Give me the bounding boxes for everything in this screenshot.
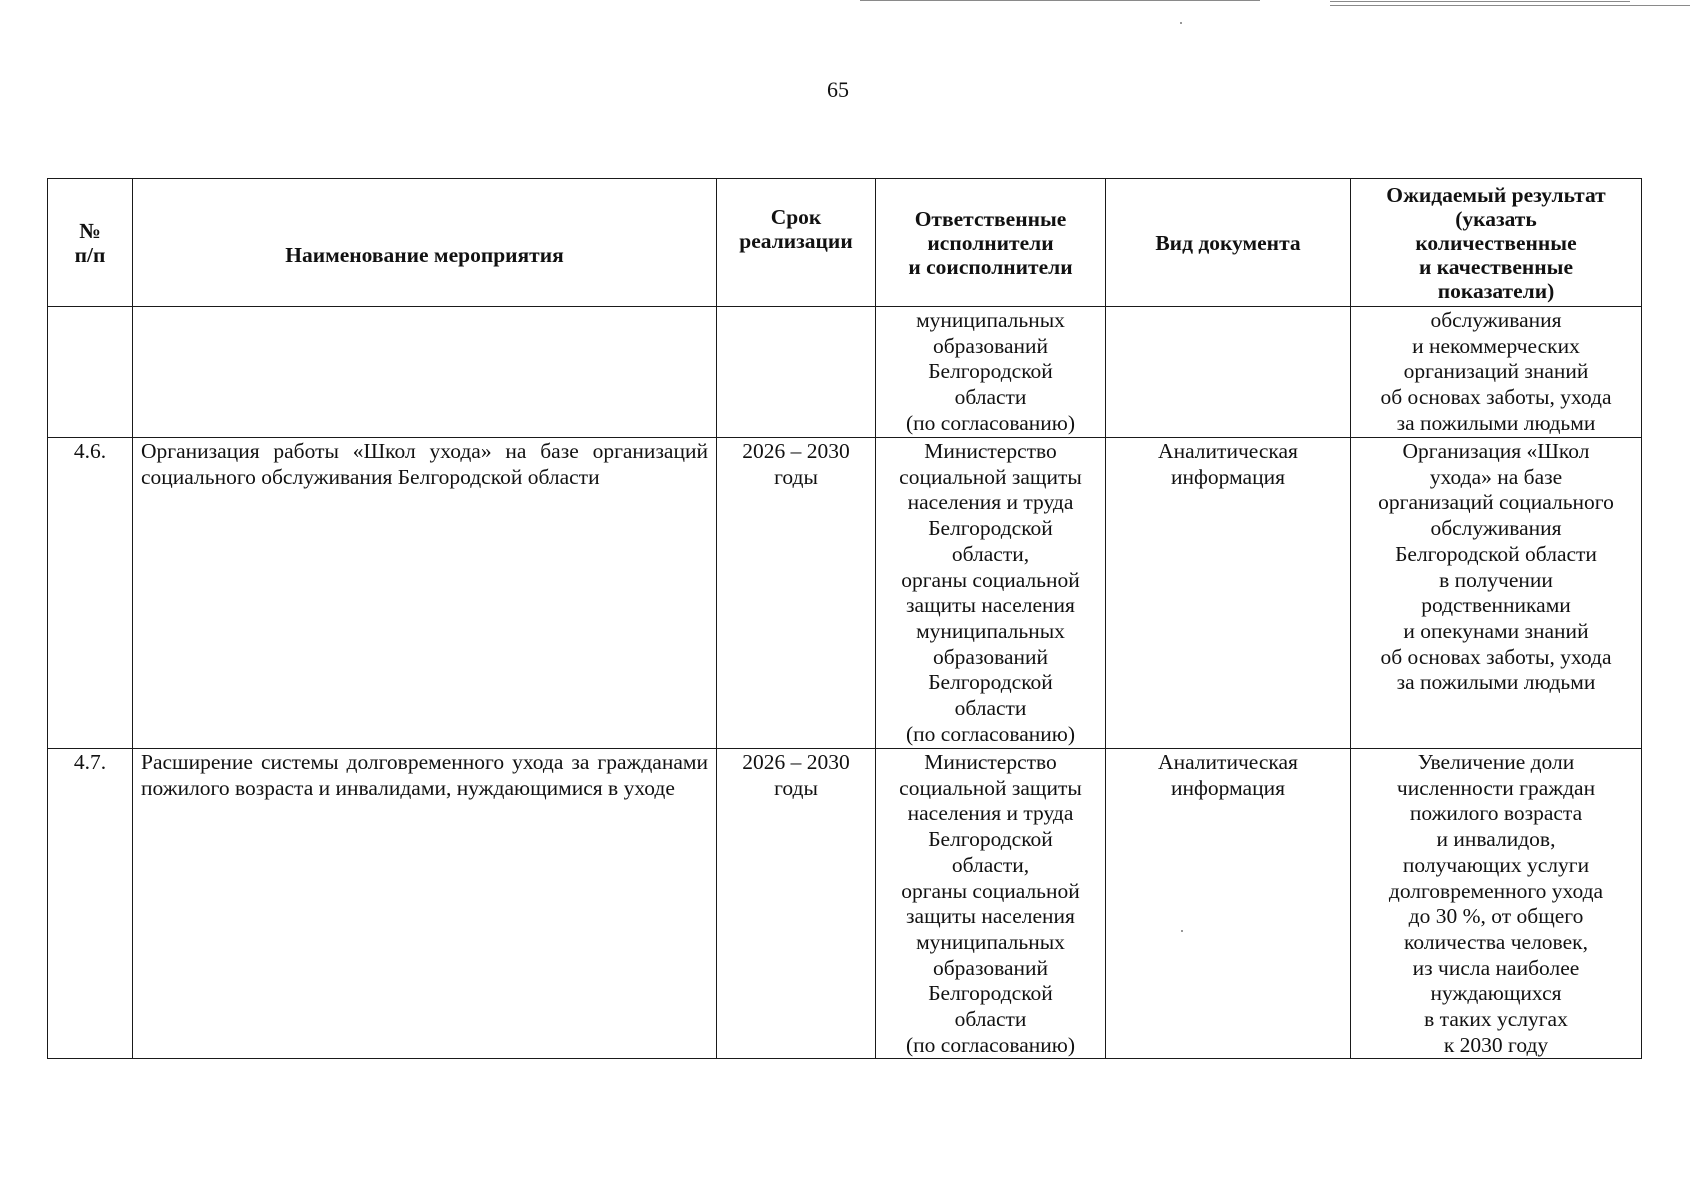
- cell-term: 2026 – 2030 годы: [717, 749, 876, 1059]
- cell-activity-name: [133, 307, 717, 438]
- cell-executors: Министерство социальной защиты населения и труда Белгородской области, органы социальной защиты населения муниципальных образований Белгородской области (по согласованию): [876, 438, 1106, 749]
- activities-table: [47, 178, 1642, 1059]
- header-expected-result: Ожидаемый результат (указать количественные и качественные показатели): [1351, 179, 1642, 307]
- cell-document-type: Аналитическая информация: [1106, 749, 1351, 1059]
- scan-artifact-line: [1330, 1, 1630, 2]
- table-row: [48, 438, 1642, 749]
- table-header-row: [48, 179, 1642, 307]
- cell-executors: муниципальных образований Белгородской области (по согласованию): [876, 307, 1106, 438]
- header-document-type: Вид документа: [1106, 179, 1351, 307]
- scan-artifact-line: [860, 0, 1260, 1]
- header-term: Срок реализации: [717, 179, 876, 307]
- header-number: № п/п: [48, 179, 133, 307]
- table-row: [48, 307, 1642, 438]
- header-executors: Ответственные исполнители и соисполнители: [876, 179, 1106, 307]
- cell-executors: Министерство социальной защиты населения и труда Белгородской области, органы социальной защиты населения муниципальных образований Белгородской области (по согласованию): [876, 749, 1106, 1059]
- scan-artifact-line: [1330, 5, 1690, 6]
- page-number: 65: [827, 77, 849, 102]
- cell-number: 4.7.: [48, 749, 133, 1059]
- table-row: [48, 749, 1642, 1059]
- cell-term: [717, 307, 876, 438]
- cell-expected-result: Увеличение доли численности граждан пожилого возраста и инвалидов, получающих услуги долговременного ухода до 30 %, от общего количества человек, из числа наиболее нуждающихся в таких услугах к 2030 году: [1351, 749, 1642, 1059]
- cell-number: 4.6.: [48, 438, 133, 749]
- cell-expected-result: обслуживания и некоммерческих организаций знаний об основах заботы, ухода за пожилыми людьми: [1351, 307, 1642, 438]
- cell-activity-name: Расширение системы долговременного ухода за гражданами пожилого возраста и инвалидами, нуждающимися в уходе: [133, 749, 717, 1059]
- cell-number: [48, 307, 133, 438]
- cell-document-type: [1106, 307, 1351, 438]
- header-activity-name: Наименование мероприятия: [133, 179, 717, 307]
- scan-speck: [1180, 22, 1182, 24]
- cell-term: 2026 – 2030 годы: [717, 438, 876, 749]
- cell-activity-name: Организация работы «Школ ухода» на базе организаций социального обслуживания Белгородской области: [133, 438, 717, 749]
- cell-expected-result: Организация «Школ ухода» на базе организаций социального обслуживания Белгородской области в получении родственниками и опекунами знаний об основах заботы, ухода за пожилыми людьми: [1351, 438, 1642, 749]
- cell-document-type: Аналитическая информация: [1106, 438, 1351, 749]
